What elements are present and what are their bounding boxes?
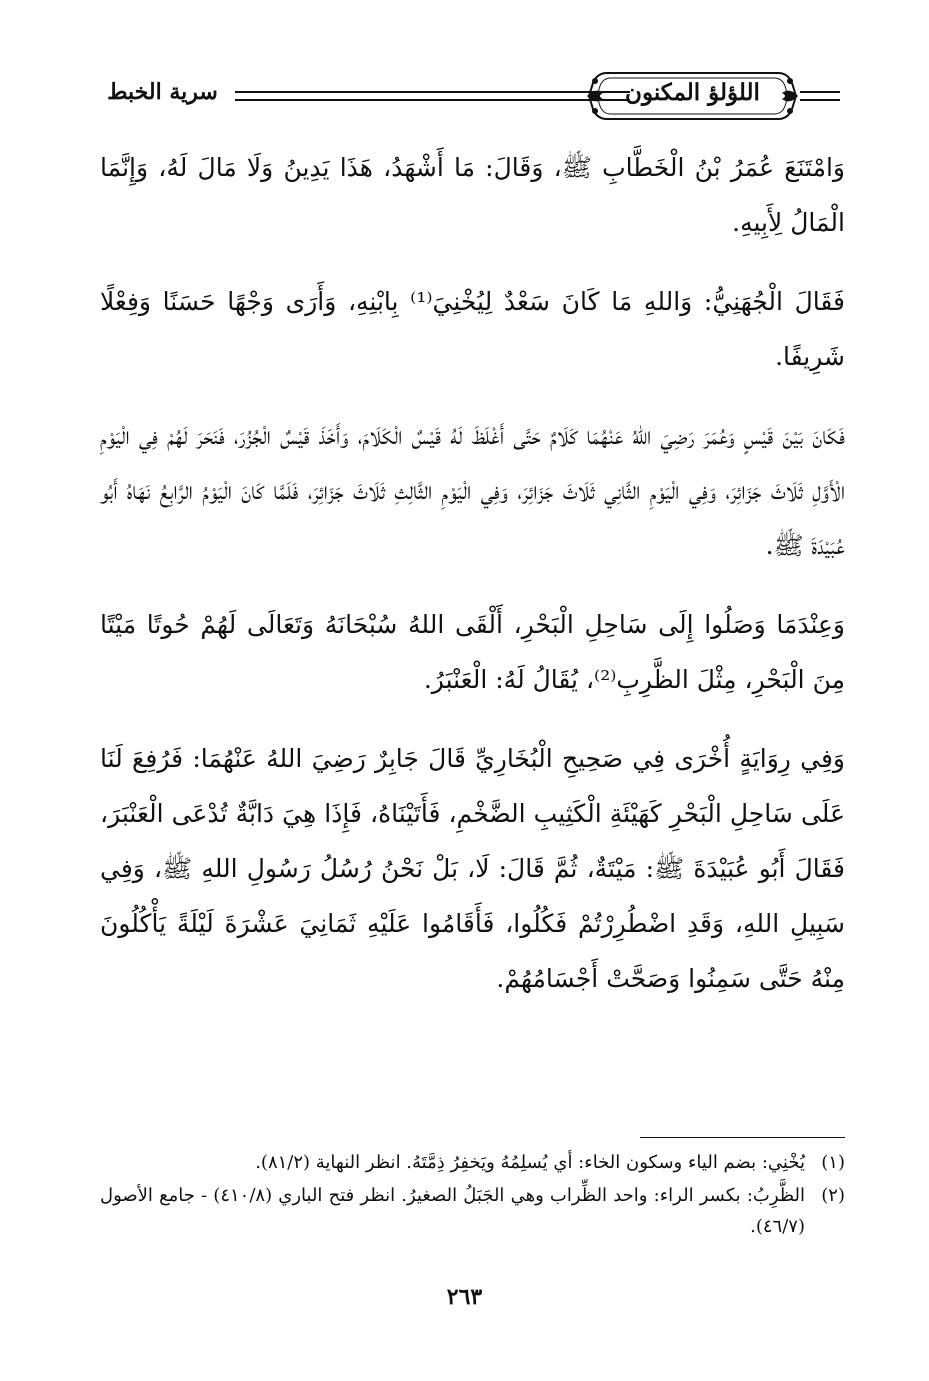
- main-text: [100, 140, 845, 1006]
- section-title: سرية الخبط: [107, 79, 218, 105]
- header-rule-left: [235, 91, 630, 101]
- header-rule-right: [800, 91, 840, 101]
- footnote-separator: [640, 1137, 845, 1138]
- paragraph: فَكَانَ بَيْنَ قَيْسٍ وَعُمَرَ رَضِيَ اللهُ عَنْهُمَا كَلَامٌ حَتَّى أَغْلَظَ لَهُ قَيْسٌ الْكَلَامَ، وَأَخَذَ قَيْسٌ الْجُزُرَ، فَنَحَرَ لَهُمْ فِي الْيَوْمِ الْأَوَّلِ ثَلَاثَ جَزَائِرَ، وَفِي الْيَوْمِ الثَّانِي ثَلَاثَ جَزَائِرَ، وَفِي الْيَوْمِ الثَّالِثِ ثَلَاثَ جَزَائِرَ، فَلَمَّا كَانَ الْيَوْمُ الرَّابِعُ نَهَاهُ أَبُو عُبَيْدَةَ ﷺ.: [100, 421, 845, 560]
- paragraph: وَعِنْدَمَا وَصَلُوا إِلَى سَاحِلِ الْبَحْرِ، أَلْقَى اللهُ سُبْحَانَهُ وَتَعَالَى لَهُمْ حُوتًا مَيْتًا مِنَ الْبَحْرِ، مِثْلَ الظَّرِبِ⁽²⁾، يُقَالُ لَهُ: الْعَنْبَرُ.: [100, 610, 845, 694]
- footnote-number: (١): [821, 1152, 845, 1173]
- footnote: [100, 1147, 845, 1178]
- book-title-ornament: [585, 65, 800, 127]
- page-header: [95, 55, 840, 135]
- footnote-text: يُخْنِي: بضم الياء وسكون الخاء: أي يُسلِمُهُ ويَخفِرُ ذِمَّتَهُ. انظر النهاية (٨١/٢).: [255, 1152, 805, 1173]
- paragraph: وَفِي رِوَايَةٍ أُخْرَى فِي صَحِيحِ الْبُخَارِيِّ قَالَ جَابِرٌ رَضِيَ اللهُ عَنْهُمَا: فَرُفِعَ لَنَا عَلَى سَاحِلِ الْبَحْرِ كَهَيْئَةِ الْكَثِيبِ الضَّخْمِ، فَأَتَيْنَاهُ، فَإِذَا هِيَ دَابَّةٌ تُدْعَى الْعَنْبَرَ، فَقَالَ أَبُو عُبَيْدَةَ ﷺ: مَيْتَةٌ، ثُمَّ قَالَ: لَا، بَلْ نَحْنُ رُسُلُ رَسُولِ اللهِ ﷺ، وَفِي سَبِيلِ اللهِ، وَقَدِ اضْطُرِرْتُمْ فَكُلُوا، فَأَقَامُوا عَلَيْهِ ثَمَانِيَ عَشْرَةَ لَيْلَةً يَأْكُلُونَ مِنْهُ حَتَّى سَمِنُوا وَصَحَّتْ أَجْسَامُهُمْ.: [100, 744, 846, 993]
- footnotes: [100, 1147, 845, 1244]
- book-title: اللؤلؤ المكنون: [625, 79, 760, 106]
- paragraph: فَقَالَ الْجُهَنِيُّ: وَاللهِ مَا كَانَ سَعْدٌ لِيُخْنِيَ⁽¹⁾ بِابْنِهِ، وَأَرَى وَجْهًا حَسَنًا وَفِعْلًا شَرِيفًا.: [100, 287, 845, 371]
- paragraph: وَامْتَنَعَ عُمَرُ بْنُ الْخَطَّابِ ﷺ، وَقَالَ: مَا أَشْهَدُ، هَذَا يَدِينُ وَلَا مَالَ لَهُ، وَإِنَّمَا الْمَالُ لِأَبِيهِ.: [100, 153, 845, 237]
- footnote: [100, 1180, 845, 1242]
- footnote-number: (٢): [821, 1185, 845, 1206]
- footnote-text: الظَّرِبُ: بكسر الراء: واحد الظِّراب وهي الجَبَلُ الصغيرُ. انظر فتح الباري (٤١٠/٨) - جامع الأصول (٤٦/٧).: [100, 1185, 806, 1237]
- page-number: ٢٦٣: [446, 1284, 483, 1310]
